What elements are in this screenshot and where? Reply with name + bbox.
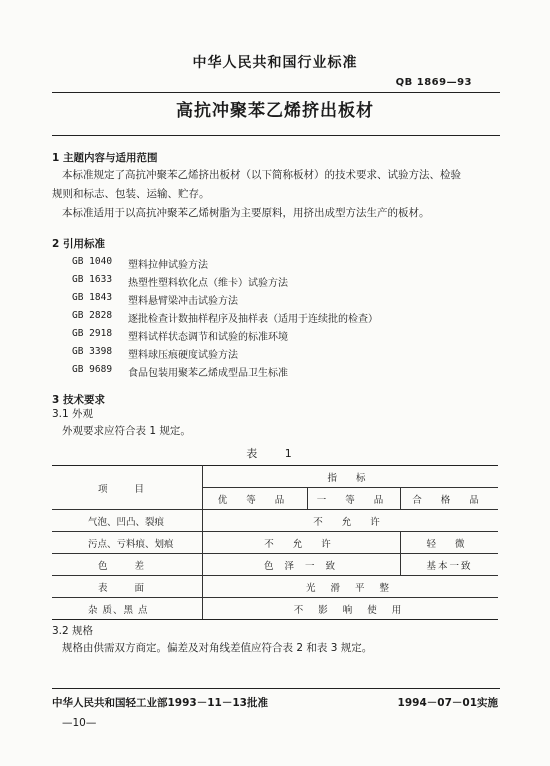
appearance-requirements-table bbox=[52, 465, 498, 620]
table-row-item: 污点、亏料痕、划痕 bbox=[52, 532, 203, 554]
reference-title: 塑料试样状态调节和试验的标准环境 bbox=[128, 332, 288, 343]
table-row-item: 色 差 bbox=[52, 554, 203, 576]
table-row bbox=[52, 576, 498, 598]
reference-code: GB 1040 bbox=[72, 256, 113, 267]
reference-code: GB 2918 bbox=[72, 328, 113, 339]
table-row bbox=[52, 532, 498, 554]
subsection-3-2-text: 规格由供需双方商定。偏差及对角线差值应符合表 2 和表 3 规定。 bbox=[62, 642, 373, 654]
table-row bbox=[52, 510, 498, 532]
standard-code: QB 1869—93 bbox=[395, 77, 472, 88]
table-1-caption: 表 1 bbox=[246, 447, 304, 460]
table-row-value: 不 允 许 bbox=[203, 510, 499, 532]
table-header-row bbox=[52, 466, 498, 488]
section-1-paragraph-1-line-2: 规则和标志、包装、运输、贮存。 bbox=[52, 188, 210, 200]
section-1-heading: 1 主题内容与适用范围 bbox=[52, 152, 158, 164]
reference-code: GB 1633 bbox=[72, 274, 113, 285]
table-row bbox=[52, 598, 498, 620]
table-row bbox=[52, 554, 498, 576]
reference-title: 逐批检查计数抽样程序及抽样表（适用于连续批的检查） bbox=[128, 314, 378, 325]
table-row-value: 不 允 许 bbox=[203, 532, 401, 554]
table-row-item: 杂 质、黑 点 bbox=[52, 598, 203, 620]
header-divider bbox=[52, 92, 500, 93]
reference-title: 塑料悬臂梁冲击试验方法 bbox=[128, 296, 238, 307]
reference-title: 塑料球压痕硬度试验方法 bbox=[128, 350, 238, 361]
section-1-paragraph-1-line-1: 本标准规定了高抗冲聚苯乙烯挤出板材（以下简称板材）的技术要求、试验方法、检验 bbox=[62, 169, 461, 181]
reference-title: 热塑性塑料软化点（维卡）试验方法 bbox=[128, 278, 288, 289]
table-header-indicator: 指 标 bbox=[203, 466, 499, 488]
reference-code: GB 9689 bbox=[72, 364, 113, 375]
page-number: —10— bbox=[62, 717, 97, 729]
subsection-3-2-heading: 3.2 规格 bbox=[52, 625, 94, 637]
subsection-3-1-heading: 3.1 外观 bbox=[52, 408, 94, 420]
effective-date: 1994－07－01实施 bbox=[397, 697, 498, 709]
document-title: 高抗冲聚苯乙烯挤出板材 bbox=[176, 101, 374, 121]
table-row-value: 基本一致 bbox=[401, 554, 499, 576]
table-row-value: 光 滑 平 整 bbox=[203, 576, 499, 598]
table-row-item: 气泡、凹凸、裂痕 bbox=[52, 510, 203, 532]
table-grade-cell: 合 格 品 bbox=[401, 488, 499, 510]
reference-code: GB 1843 bbox=[72, 292, 113, 303]
subsection-3-1-text: 外观要求应符合表 1 规定。 bbox=[62, 425, 191, 437]
reference-title: 塑料拉伸试验方法 bbox=[128, 260, 208, 271]
section-2-heading: 2 引用标准 bbox=[52, 238, 105, 250]
table-header-item: 项 目 bbox=[52, 466, 203, 510]
reference-code: GB 3398 bbox=[72, 346, 113, 357]
table-grade-cell: 一 等 品 bbox=[308, 488, 401, 510]
reference-title: 食品包装用聚苯乙烯成型品卫生标准 bbox=[128, 368, 288, 379]
section-1-paragraph-2: 本标准适用于以高抗冲聚苯乙烯树脂为主要原料，用挤出成型方法生产的板材。 bbox=[62, 207, 430, 219]
table-row-item: 表 面 bbox=[52, 576, 203, 598]
table-row-value: 不 影 响 使 用 bbox=[203, 598, 499, 620]
table-row-value: 色 泽 一 致 bbox=[203, 554, 401, 576]
table-grade-cell: 优 等 品 bbox=[203, 488, 308, 510]
footer-divider bbox=[52, 688, 500, 689]
title-divider bbox=[52, 135, 500, 136]
reference-code: GB 2828 bbox=[72, 310, 113, 321]
standard-type-heading: 中华人民共和国行业标准 bbox=[192, 55, 358, 71]
approval-statement: 中华人民共和国轻工业部1993－11－13批准 bbox=[52, 697, 268, 709]
section-3-heading: 3 技术要求 bbox=[52, 394, 105, 406]
table-row-value: 轻 微 bbox=[401, 532, 499, 554]
